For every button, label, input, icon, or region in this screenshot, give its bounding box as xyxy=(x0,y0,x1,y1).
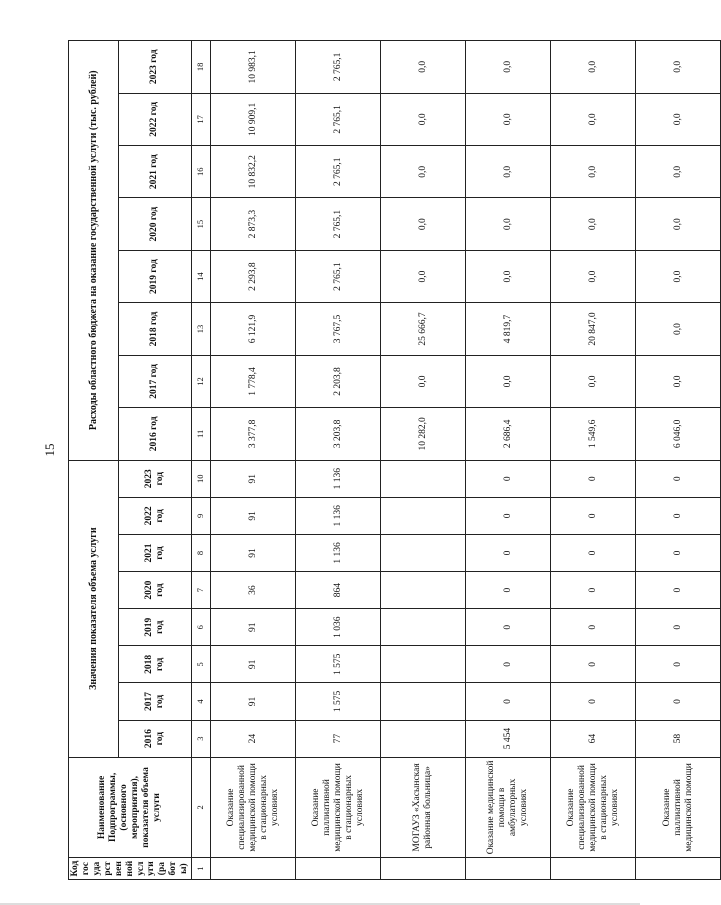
budget-cell: 10 832,2 xyxy=(211,146,296,198)
budget-cell: 3 377,8 xyxy=(211,408,296,460)
row-code xyxy=(211,858,296,880)
budget-cell: 0,0 xyxy=(636,355,721,407)
budget-cell: 0,0 xyxy=(381,250,466,302)
volume-cell: 1 575 xyxy=(296,646,381,683)
budget-cell: 1 778,4 xyxy=(211,355,296,407)
budget-cell: 10 983,1 xyxy=(211,41,296,94)
budget-cell: 0,0 xyxy=(551,146,636,198)
budget-cell: 6 121,9 xyxy=(211,303,296,355)
column-number: 10 xyxy=(192,460,211,497)
year-header-budget-5: 2021 год xyxy=(118,146,192,198)
volume-cell: 0 xyxy=(551,572,636,609)
budget-cell: 0,0 xyxy=(466,198,551,250)
budget-cell: 0,0 xyxy=(636,146,721,198)
column-number: 4 xyxy=(192,683,211,720)
volume-cell: 77 xyxy=(296,720,381,757)
row-code xyxy=(466,858,551,880)
volume-cell xyxy=(381,683,466,720)
row-code xyxy=(381,858,466,880)
year-header-budget-1: 2017 год xyxy=(118,355,192,407)
volume-cell: 0 xyxy=(636,609,721,646)
budget-cell: 0,0 xyxy=(636,41,721,94)
volume-cell: 91 xyxy=(211,609,296,646)
column-number: 16 xyxy=(192,146,211,198)
budget-cell: 0,0 xyxy=(551,355,636,407)
volume-cell: 0 xyxy=(636,572,721,609)
budget-cell: 2 765,1 xyxy=(296,93,381,145)
column-number: 7 xyxy=(192,572,211,609)
budget-cell: 2 765,1 xyxy=(296,146,381,198)
volume-cell xyxy=(381,609,466,646)
budget-cell: 2 765,1 xyxy=(296,198,381,250)
page-number: 15 xyxy=(42,443,57,457)
column-number: 12 xyxy=(192,355,211,407)
row-code xyxy=(296,858,381,880)
volume-cell: 0 xyxy=(636,646,721,683)
volume-cell: 0 xyxy=(466,534,551,571)
volume-cell: 91 xyxy=(211,534,296,571)
row-code xyxy=(551,858,636,880)
volume-cell: 36 xyxy=(211,572,296,609)
volume-cell: 91 xyxy=(211,497,296,534)
volume-cell: 91 xyxy=(211,460,296,497)
header-code: Код государственной услуги (работы) xyxy=(69,858,192,880)
column-number-row xyxy=(192,41,211,880)
year-header-row xyxy=(118,41,192,880)
column-number: 14 xyxy=(192,250,211,302)
row-name: Оказание специализированной медицинской помощи в стационарных условиях xyxy=(551,757,636,857)
rotated-table-wrapper xyxy=(68,40,694,880)
table-row xyxy=(551,41,636,880)
column-number: 1 xyxy=(192,858,211,880)
column-number: 8 xyxy=(192,534,211,571)
budget-cell: 0,0 xyxy=(466,146,551,198)
volume-cell: 91 xyxy=(211,683,296,720)
budget-cell: 10 282,0 xyxy=(381,408,466,460)
row-name: МОГАУЗ «Хасынская районная больница» xyxy=(381,757,466,857)
volume-cell: 0 xyxy=(466,497,551,534)
year-header-volume-0: 2016 год xyxy=(118,720,192,757)
budget-cell: 0,0 xyxy=(551,41,636,94)
volume-cell: 0 xyxy=(551,683,636,720)
volume-cell: 1 575 xyxy=(296,683,381,720)
volume-cell xyxy=(381,720,466,757)
row-code xyxy=(636,858,721,880)
budget-cell: 0,0 xyxy=(381,355,466,407)
volume-cell: 1 136 xyxy=(296,497,381,534)
volume-cell: 58 xyxy=(636,720,721,757)
row-name: Оказание медицинской помощи в амбулаторных условиях xyxy=(466,757,551,857)
row-name: Оказание паллиативной медицинской помощи в стационарных условиях xyxy=(296,757,381,857)
row-name: Оказание паллиативной медицинской помощи xyxy=(636,757,721,857)
column-number: 15 xyxy=(192,198,211,250)
year-header-volume-2: 2018 год xyxy=(118,646,192,683)
volume-cell: 0 xyxy=(466,460,551,497)
budget-cell: 0,0 xyxy=(636,198,721,250)
budget-cell: 0,0 xyxy=(466,93,551,145)
year-header-budget-7: 2023 год xyxy=(118,41,192,94)
year-header-budget-4: 2020 год xyxy=(118,198,192,250)
budget-cell: 0,0 xyxy=(551,198,636,250)
budget-cell: 0,0 xyxy=(466,250,551,302)
budget-cell: 0,0 xyxy=(551,250,636,302)
volume-cell: 0 xyxy=(551,609,636,646)
budget-cell: 2 765,1 xyxy=(296,41,381,94)
volume-cell: 24 xyxy=(211,720,296,757)
budget-cell: 3 203,8 xyxy=(296,408,381,460)
volume-cell: 0 xyxy=(636,534,721,571)
budget-cell: 25 666,7 xyxy=(381,303,466,355)
table-body xyxy=(211,41,721,880)
volume-cell xyxy=(381,646,466,683)
volume-cell: 0 xyxy=(551,534,636,571)
table-row xyxy=(466,41,551,880)
budget-cell: 0,0 xyxy=(381,146,466,198)
volume-cell: 0 xyxy=(466,646,551,683)
year-header-volume-7: 2023 год xyxy=(118,460,192,497)
volume-cell: 0 xyxy=(636,683,721,720)
year-header-budget-3: 2019 год xyxy=(118,250,192,302)
budget-table xyxy=(68,40,721,880)
table-row xyxy=(211,41,296,880)
year-header-volume-6: 2022 год xyxy=(118,497,192,534)
header-name: Наименование Подпрограммы, (основного мероприятия), показателя объема услуги xyxy=(69,757,192,857)
column-number: 18 xyxy=(192,41,211,94)
volume-cell: 1 136 xyxy=(296,460,381,497)
budget-cell: 0,0 xyxy=(636,250,721,302)
budget-cell: 2 203,8 xyxy=(296,355,381,407)
column-number: 3 xyxy=(192,720,211,757)
budget-cell: 4 819,7 xyxy=(466,303,551,355)
volume-cell: 864 xyxy=(296,572,381,609)
year-header-volume-1: 2017 год xyxy=(118,683,192,720)
volume-cell: 0 xyxy=(551,497,636,534)
table-row xyxy=(381,41,466,880)
column-number: 11 xyxy=(192,408,211,460)
column-number: 13 xyxy=(192,303,211,355)
volume-cell: 1 136 xyxy=(296,534,381,571)
year-header-budget-2: 2018 год xyxy=(118,303,192,355)
budget-cell: 1 549,6 xyxy=(551,408,636,460)
budget-cell: 0,0 xyxy=(381,198,466,250)
year-header-volume-4: 2020 год xyxy=(118,572,192,609)
volume-cell: 91 xyxy=(211,646,296,683)
budget-cell: 10 909,1 xyxy=(211,93,296,145)
column-number: 5 xyxy=(192,646,211,683)
volume-cell: 0 xyxy=(551,460,636,497)
budget-cell: 0,0 xyxy=(636,303,721,355)
header-volume-group: Значения показателя объема услуги xyxy=(69,460,119,757)
volume-cell: 0 xyxy=(466,572,551,609)
volume-cell: 0 xyxy=(466,683,551,720)
year-header-budget-6: 2022 год xyxy=(118,93,192,145)
table-row xyxy=(296,41,381,880)
year-header-volume-3: 2019 год xyxy=(118,609,192,646)
volume-cell xyxy=(381,534,466,571)
year-header-budget-0: 2016 год xyxy=(118,408,192,460)
column-number: 2 xyxy=(192,757,211,857)
column-number: 6 xyxy=(192,609,211,646)
header-budget-group: Расходы областного бюджета на оказание государственной услуги (тыс. рублей) xyxy=(69,41,119,461)
budget-cell: 20 847,0 xyxy=(551,303,636,355)
volume-cell: 0 xyxy=(551,646,636,683)
budget-cell: 2 686,4 xyxy=(466,408,551,460)
volume-cell: 64 xyxy=(551,720,636,757)
budget-cell: 0,0 xyxy=(636,93,721,145)
budget-cell: 0,0 xyxy=(381,93,466,145)
volume-cell: 0 xyxy=(466,609,551,646)
column-number: 17 xyxy=(192,93,211,145)
budget-cell: 3 767,5 xyxy=(296,303,381,355)
budget-cell: 2 765,1 xyxy=(296,250,381,302)
volume-cell xyxy=(381,460,466,497)
budget-cell: 2 873,3 xyxy=(211,198,296,250)
budget-cell: 0,0 xyxy=(466,41,551,94)
budget-cell: 2 293,8 xyxy=(211,250,296,302)
volume-cell: 0 xyxy=(636,497,721,534)
volume-cell: 1 036 xyxy=(296,609,381,646)
column-number: 9 xyxy=(192,497,211,534)
volume-cell xyxy=(381,497,466,534)
volume-cell xyxy=(381,572,466,609)
budget-cell: 0,0 xyxy=(381,41,466,94)
table-row xyxy=(636,41,721,880)
budget-cell: 6 046,0 xyxy=(636,408,721,460)
year-header-volume-5: 2021 год xyxy=(118,534,192,571)
budget-cell: 0,0 xyxy=(551,93,636,145)
volume-cell: 5 454 xyxy=(466,720,551,757)
volume-cell: 0 xyxy=(636,460,721,497)
row-name: Оказание специализированной медицинской помощи в стационарных условиях xyxy=(211,757,296,857)
budget-cell: 0,0 xyxy=(466,355,551,407)
